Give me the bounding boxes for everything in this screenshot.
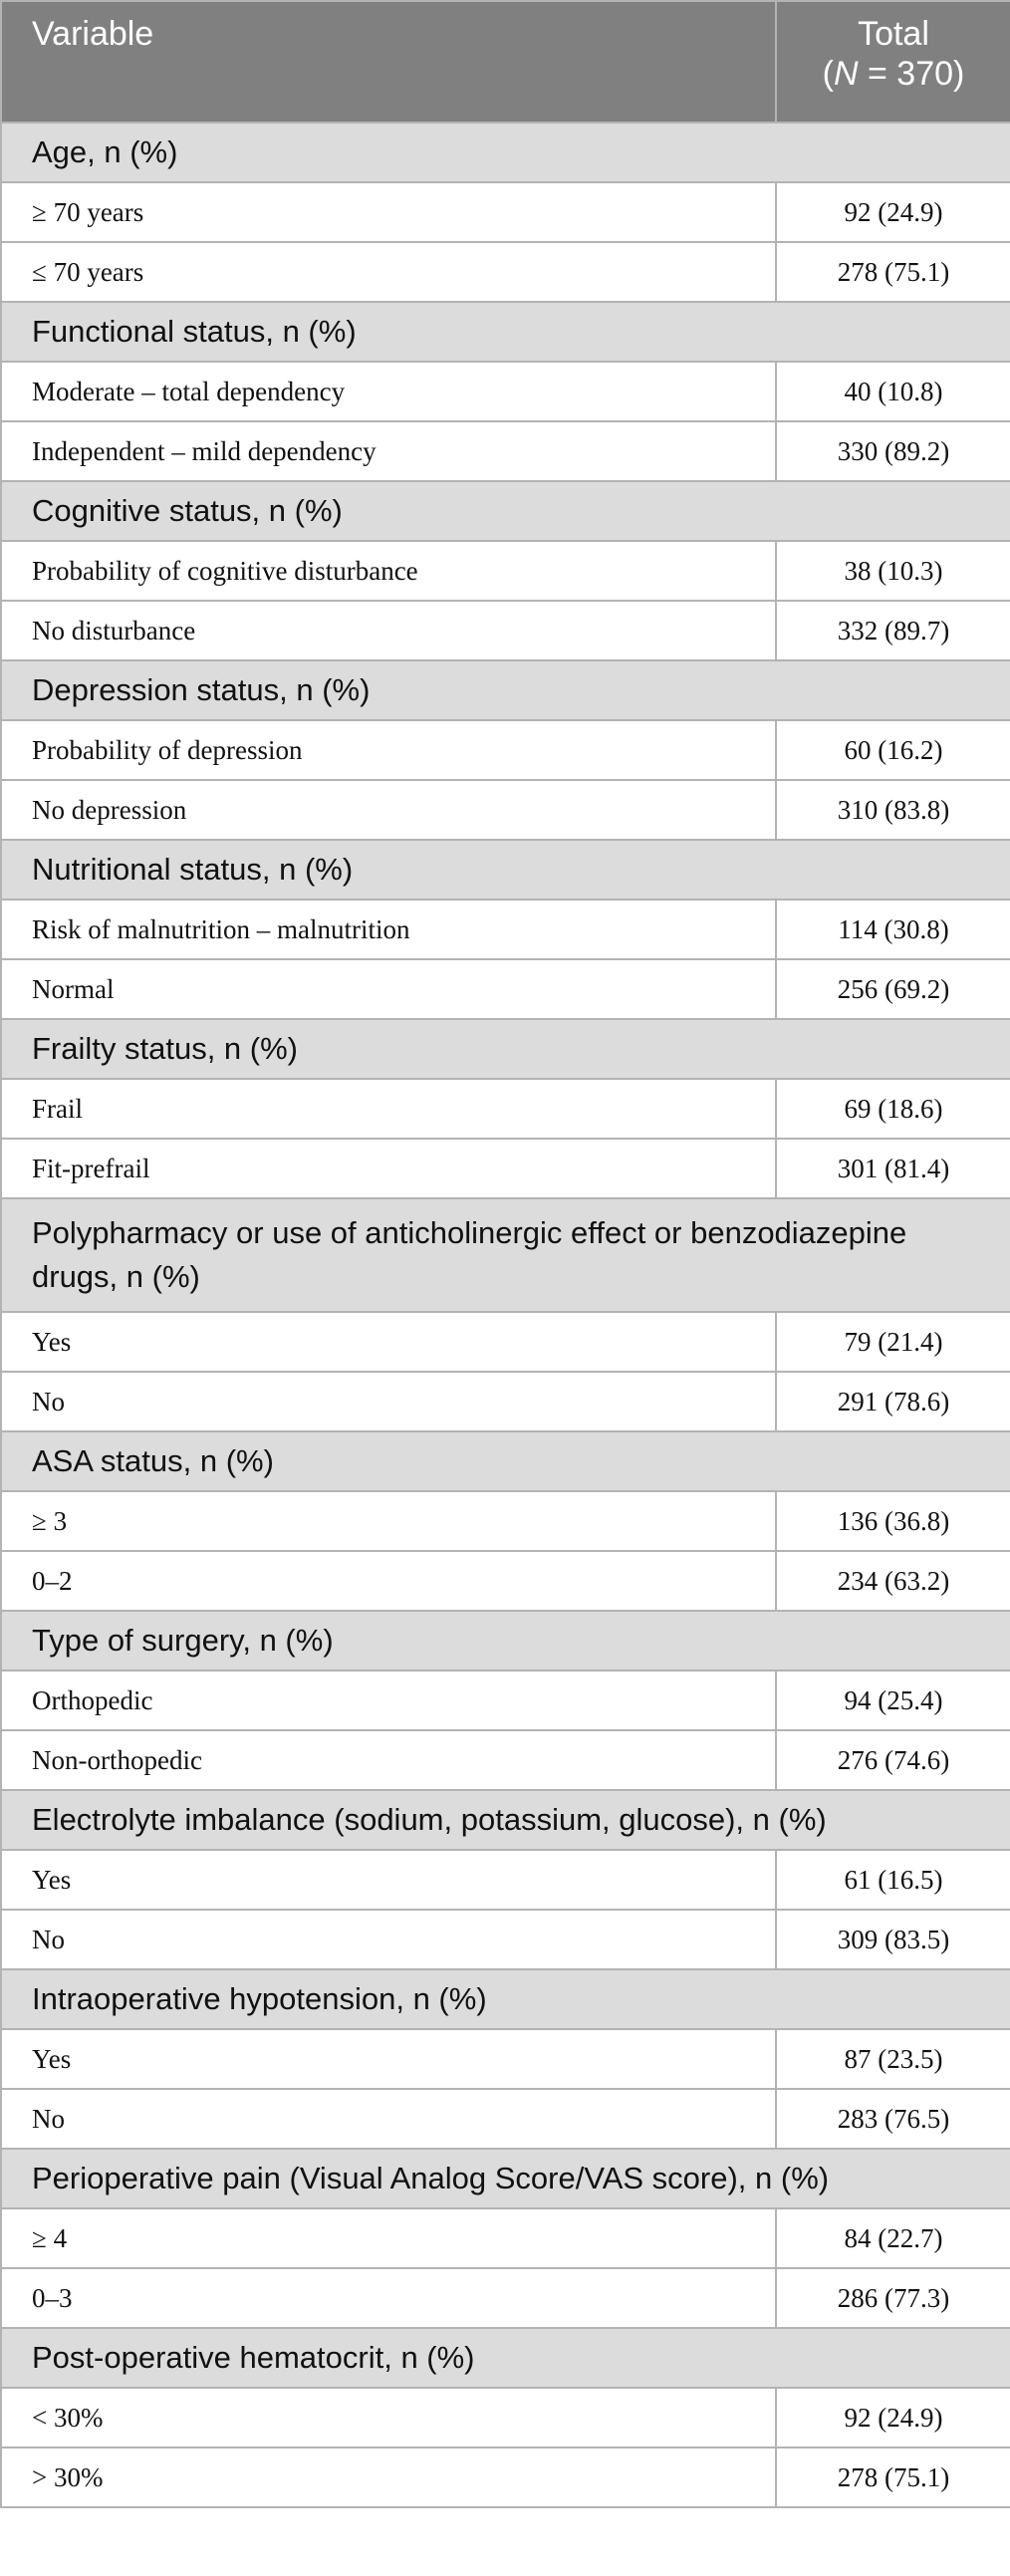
row-value: 234 (63.2)	[776, 1551, 1010, 1611]
table-row	[1, 421, 1010, 481]
table-row	[1, 1910, 1010, 1969]
row-label: Yes	[1, 1312, 776, 1372]
table-header	[1, 1, 1010, 123]
row-label: Orthopedic	[1, 1671, 776, 1730]
row-label: 0–3	[1, 2268, 776, 2328]
row-label: ≥ 4	[1, 2208, 776, 2268]
section-title: Polypharmacy or use of anticholinergic effect or benzodiazepine drugs, n (%)	[1, 1198, 1010, 1312]
section-row	[1, 2149, 1010, 2208]
row-label: Probability of depression	[1, 720, 776, 780]
row-value: 283 (76.5)	[776, 2089, 1010, 2149]
row-value: 40 (10.8)	[776, 362, 1010, 421]
section-row	[1, 2328, 1010, 2388]
section-row	[1, 302, 1010, 362]
table-row	[1, 1139, 1010, 1198]
row-label: Independent – mild dependency	[1, 421, 776, 481]
row-value: 330 (89.2)	[776, 421, 1010, 481]
section-row	[1, 481, 1010, 541]
row-label: No depression	[1, 780, 776, 840]
row-label: > 30%	[1, 2447, 776, 2507]
section-row	[1, 1019, 1010, 1079]
row-label: Probability of cognitive disturbance	[1, 541, 776, 601]
row-label: ≥ 70 years	[1, 182, 776, 242]
section-title: Frailty status, n (%)	[1, 1019, 1010, 1079]
table-row	[1, 1312, 1010, 1372]
row-value: 92 (24.9)	[776, 182, 1010, 242]
row-label: ≥ 3	[1, 1491, 776, 1551]
table-row	[1, 2089, 1010, 2149]
row-value: 310 (83.8)	[776, 780, 1010, 840]
table-row	[1, 541, 1010, 601]
row-value: 61 (16.5)	[776, 1850, 1010, 1910]
row-value: 278 (75.1)	[776, 242, 1010, 302]
row-value: 94 (25.4)	[776, 1671, 1010, 1730]
row-value: 38 (10.3)	[776, 541, 1010, 601]
table-row	[1, 2388, 1010, 2447]
section-row	[1, 1198, 1010, 1312]
section-title: Depression status, n (%)	[1, 660, 1010, 720]
table-row	[1, 1079, 1010, 1139]
row-value: 301 (81.4)	[776, 1139, 1010, 1198]
table-body	[1, 123, 1010, 2507]
table-row	[1, 959, 1010, 1019]
table-row	[1, 780, 1010, 840]
section-title: Electrolyte imbalance (sodium, potassium, glucose), n (%)	[1, 1790, 1010, 1850]
section-title: Perioperative pain (Visual Analog Score/VAS score), n (%)	[1, 2149, 1010, 2208]
row-label: Frail	[1, 1079, 776, 1139]
section-title: Intraoperative hypotension, n (%)	[1, 1969, 1010, 2029]
table-row	[1, 1372, 1010, 1431]
section-title: Age, n (%)	[1, 123, 1010, 182]
section-title: Nutritional status, n (%)	[1, 840, 1010, 900]
table-row	[1, 1671, 1010, 1730]
row-label: No disturbance	[1, 601, 776, 660]
section-row	[1, 1611, 1010, 1671]
section-title: ASA status, n (%)	[1, 1431, 1010, 1491]
row-label: Non-orthopedic	[1, 1730, 776, 1790]
row-label: No	[1, 1910, 776, 1969]
total-label: Total	[858, 15, 929, 53]
variable-column-header: Variable	[1, 1, 776, 123]
section-title: Functional status, n (%)	[1, 302, 1010, 362]
section-row	[1, 1969, 1010, 2029]
row-label: Fit-prefrail	[1, 1139, 776, 1198]
row-value: 136 (36.8)	[776, 1491, 1010, 1551]
section-row	[1, 1790, 1010, 1850]
row-value: 84 (22.7)	[776, 2208, 1010, 2268]
row-value: 60 (16.2)	[776, 720, 1010, 780]
row-value: 291 (78.6)	[776, 1372, 1010, 1431]
section-row	[1, 123, 1010, 182]
table-row	[1, 1850, 1010, 1910]
row-label: Yes	[1, 2029, 776, 2089]
table-row	[1, 601, 1010, 660]
section-row	[1, 660, 1010, 720]
row-label: 0–2	[1, 1551, 776, 1611]
table-row	[1, 2447, 1010, 2507]
table-row	[1, 720, 1010, 780]
section-row	[1, 1431, 1010, 1491]
row-value: 256 (69.2)	[776, 959, 1010, 1019]
row-value: 114 (30.8)	[776, 900, 1010, 959]
row-value: 92 (24.9)	[776, 2388, 1010, 2447]
table-row	[1, 900, 1010, 959]
row-value: 309 (83.5)	[776, 1910, 1010, 1969]
total-n-suffix: = 370)	[858, 55, 965, 93]
section-title: Cognitive status, n (%)	[1, 481, 1010, 541]
row-label: No	[1, 1372, 776, 1431]
row-label: Risk of malnutrition – malnutrition	[1, 900, 776, 959]
total-column-header	[776, 1, 1010, 123]
row-value: 69 (18.6)	[776, 1079, 1010, 1139]
row-label: Moderate – total dependency	[1, 362, 776, 421]
row-value: 87 (23.5)	[776, 2029, 1010, 2089]
header-row	[1, 1, 1010, 123]
table-row	[1, 2029, 1010, 2089]
table-row	[1, 1730, 1010, 1790]
row-label: Yes	[1, 1850, 776, 1910]
section-title: Type of surgery, n (%)	[1, 1611, 1010, 1671]
row-value: 332 (89.7)	[776, 601, 1010, 660]
table-row	[1, 182, 1010, 242]
table-row	[1, 242, 1010, 302]
total-n-prefix: (	[822, 55, 834, 93]
row-label: ≤ 70 years	[1, 242, 776, 302]
section-row	[1, 840, 1010, 900]
row-value: 278 (75.1)	[776, 2447, 1010, 2507]
table-row	[1, 2268, 1010, 2328]
table-row	[1, 1551, 1010, 1611]
row-value: 276 (74.6)	[776, 1730, 1010, 1790]
row-label: < 30%	[1, 2388, 776, 2447]
row-label: No	[1, 2089, 776, 2149]
row-label: Normal	[1, 959, 776, 1019]
table-row	[1, 362, 1010, 421]
section-title: Post-operative hematocrit, n (%)	[1, 2328, 1010, 2388]
table-row	[1, 2208, 1010, 2268]
row-value: 286 (77.3)	[776, 2268, 1010, 2328]
row-value: 79 (21.4)	[776, 1312, 1010, 1372]
table-row	[1, 1491, 1010, 1551]
total-n-symbol: N	[833, 55, 859, 93]
